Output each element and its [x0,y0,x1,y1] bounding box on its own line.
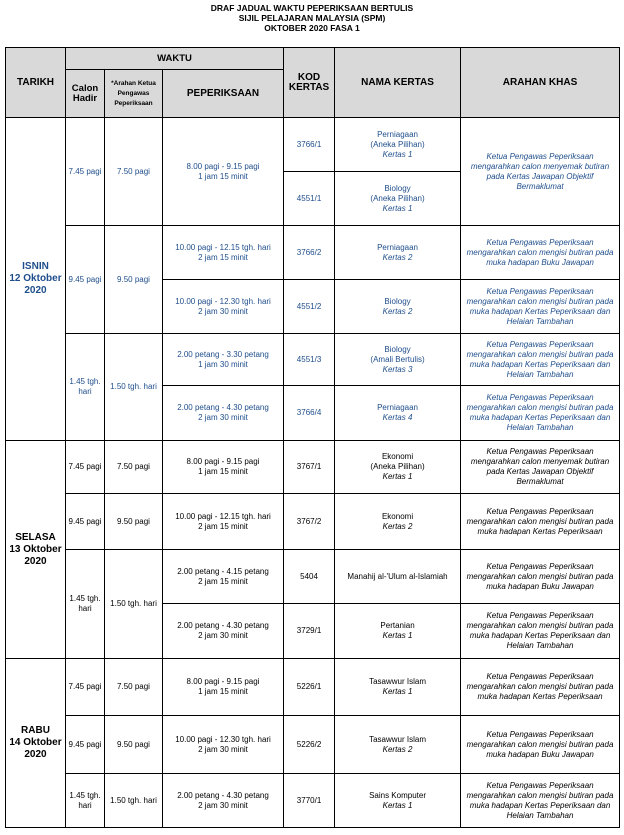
exam-time-cell: 2.00 petang - 4.30 petang 2 jam 30 minit [163,604,284,659]
kod-kertas-cell: 3770/1 [284,774,335,828]
arahan-time-cell: 9.50 pagi [105,716,163,774]
arahan-khas-cell: Ketua Pengawas Peperiksaan mengarahkan calon mengisi butiran pada muka hadapan Kertas Peperiksaan [461,494,620,550]
title-line-2: SIJIL PELAJARAN MALAYSIA (SPM) [238,13,386,23]
calon-hadir-cell: 1.45 tgh. hari [66,334,105,441]
title-line-1: DRAF JADUAL WAKTU PEPERIKSAAN BERTULIS [210,3,414,13]
arahan-khas-cell: Ketua Pengawas Peperiksaan mengarahkan calon menyemak butiran pada Kertas Jawapan Objektif Bermaklumat [461,441,620,494]
exam-time-cell: 10.00 pagi - 12.30 tgh. hari 2 jam 30 minit [163,280,284,334]
arahan-time-cell: 1.50 tgh. hari [105,334,163,441]
nama-kertas-cell: Pertanian Kertas 1 [335,604,461,659]
nama-kertas-cell: Perniagaan Kertas 2 [335,226,461,280]
exam-time-cell: 8.00 pagi - 9.15 pagi 1 jam 15 minit [163,118,284,226]
kod-kertas-cell: 3766/4 [284,386,335,441]
header-nama-kertas: NAMA KERTAS [335,48,461,118]
arahan-khas-cell: Ketua Pengawas Peperiksaan mengarahkan calon mengisi butiran pada muka hadapan Kertas Peperiksaan [461,659,620,716]
nama-kertas-cell: Tasawwur Islam Kertas 1 [335,659,461,716]
kod-kertas-cell: 3767/2 [284,494,335,550]
calon-hadir-cell: 9.45 pagi [66,716,105,774]
nama-kertas-cell: Perniagaan Kertas 4 [335,386,461,441]
arahan-khas-cell: Ketua Pengawas Peperiksaan mengarahkan calon mengisi butiran pada muka hadapan Buku Jawapan [461,716,620,774]
nama-kertas-cell: Manahij al-'Ulum al-Islamiah [335,550,461,604]
kod-kertas-cell: 3766/1 [284,118,335,172]
arahan-khas-cell: Ketua Pengawas Peperiksaan mengarahkan calon mengisi butiran pada muka hadapan Buku Jawapan [461,550,620,604]
kod-kertas-cell: 4551/3 [284,334,335,386]
arahan-khas-cell: Ketua Pengawas Peperiksaan mengarahkan calon mengisi butiran pada muka hadapan Kertas Peperiksaan dan Helaian Tambahan [461,334,620,386]
arahan-khas-cell: Ketua Pengawas Peperiksaan mengarahkan calon mengisi butiran pada muka hadapan Kertas Peperiksaan dan Helaian Tambahan [461,280,620,334]
exam-time-cell: 2.00 petang - 3.30 petang 1 jam 30 minit [163,334,284,386]
document-title [0,0,624,37]
table-row [6,716,620,774]
nama-kertas-cell: Ekonomi Kertas 2 [335,494,461,550]
nama-kertas-cell: Biology (Aneka Pilihan) Kertas 1 [335,172,461,226]
exam-schedule-table [5,47,620,828]
calon-hadir-cell: 1.45 tgh. hari [66,550,105,659]
header-waktu: WAKTU [66,48,284,70]
arahan-khas-cell: Ketua Pengawas Peperiksaan mengarahkan calon mengisi butiran pada muka hadapan Buku Jawapan [461,226,620,280]
calon-hadir-cell: 9.45 pagi [66,494,105,550]
exam-time-cell: 10.00 pagi - 12.15 tgh. hari 2 jam 15 minit [163,226,284,280]
arahan-khas-cell: Ketua Pengawas Peperiksaan mengarahkan calon mengisi butiran pada muka hadapan Kertas Peperiksaan dan Helaian Tambahan [461,604,620,659]
arahan-time-cell: 7.50 pagi [105,441,163,494]
header-tarikh: TARIKH [6,48,66,118]
arahan-time-cell: 7.50 pagi [105,659,163,716]
arahan-khas-cell: Ketua Pengawas Peperiksaan mengarahkan calon mengisi butiran pada muka hadapan Kertas Peperiksaan dan Helaian Tambahan [461,386,620,441]
exam-time-cell: 2.00 petang - 4.30 petang 2 jam 30 minit [163,386,284,441]
calon-hadir-cell: 7.45 pagi [66,441,105,494]
arahan-time-cell: 1.50 tgh. hari [105,550,163,659]
kod-kertas-cell: 4551/2 [284,280,335,334]
kod-kertas-cell: 5226/1 [284,659,335,716]
calon-hadir-cell: 7.45 pagi [66,659,105,716]
title-line-3: OKTOBER 2020 FASA 1 [264,23,360,33]
header-peperiksaan: PEPERIKSAAN [163,70,284,118]
table-row [6,441,620,494]
table-row [6,334,620,386]
kod-kertas-cell: 3767/1 [284,441,335,494]
kod-kertas-cell: 5226/2 [284,716,335,774]
header-kod-kertas: KOD KERTAS [284,48,335,118]
arahan-khas-cell: Ketua Pengawas Peperiksaan mengarahkan calon menyemak butiran pada Kertas Jawapan Objektif Bermaklumat [461,118,620,226]
exam-time-cell: 2.00 petang - 4.15 petang 2 jam 15 minit [163,550,284,604]
kod-kertas-cell: 3766/2 [284,226,335,280]
table-row [6,659,620,716]
calon-hadir-cell: 9.45 pagi [66,226,105,334]
exam-time-cell: 10.00 pagi - 12.30 tgh. hari 2 jam 30 minit [163,716,284,774]
kod-kertas-cell: 5404 [284,550,335,604]
day-cell: ISNIN 12 Oktober 2020 [6,118,66,441]
day-cell: RABU 14 Oktober 2020 [6,659,66,828]
table-row [6,774,620,828]
exam-time-cell: 2.00 petang - 4.30 petang 2 jam 30 minit [163,774,284,828]
calon-hadir-cell: 7.45 pagi [66,118,105,226]
table-row [6,226,620,280]
day-cell: SELASA 13 Oktober 2020 [6,441,66,659]
header-calon-hadir: Calon Hadir [66,70,105,118]
nama-kertas-cell: Ekonomi (Aneka Pilihan) Kertas 1 [335,441,461,494]
arahan-time-cell: 7.50 pagi [105,118,163,226]
arahan-khas-cell: Ketua Pengawas Peperiksaan mengarahkan calon mengisi butiran pada muka hadapan Kertas Peperiksaan dan Helaian Tambahan [461,774,620,828]
nama-kertas-cell: Sains Komputer Kertas 1 [335,774,461,828]
table-row [6,494,620,550]
header-arahan-khas: ARAHAN KHAS [461,48,620,118]
kod-kertas-cell: 3729/1 [284,604,335,659]
arahan-time-cell: 1.50 tgh. hari [105,774,163,828]
nama-kertas-cell: Perniagaan (Aneka Pilihan) Kertas 1 [335,118,461,172]
nama-kertas-cell: Biology (Amali Bertulis) Kertas 3 [335,334,461,386]
calon-hadir-cell: 1.45 tgh. hari [66,774,105,828]
header-arahan-ketua: *Arahan Ketua Pengawas Peperiksaan [105,70,163,118]
exam-time-cell: 8.00 pagi - 9.15 pagi 1 jam 15 minit [163,659,284,716]
nama-kertas-cell: Biology Kertas 2 [335,280,461,334]
kod-kertas-cell: 4551/1 [284,172,335,226]
table-row [6,118,620,172]
exam-time-cell: 10.00 pagi - 12.15 tgh. hari 2 jam 15 minit [163,494,284,550]
arahan-time-cell: 9.50 pagi [105,494,163,550]
nama-kertas-cell: Tasawwur Islam Kertas 2 [335,716,461,774]
exam-time-cell: 8.00 pagi - 9.15 pagi 1 jam 15 minit [163,441,284,494]
arahan-time-cell: 9.50 pagi [105,226,163,334]
table-row [6,550,620,604]
